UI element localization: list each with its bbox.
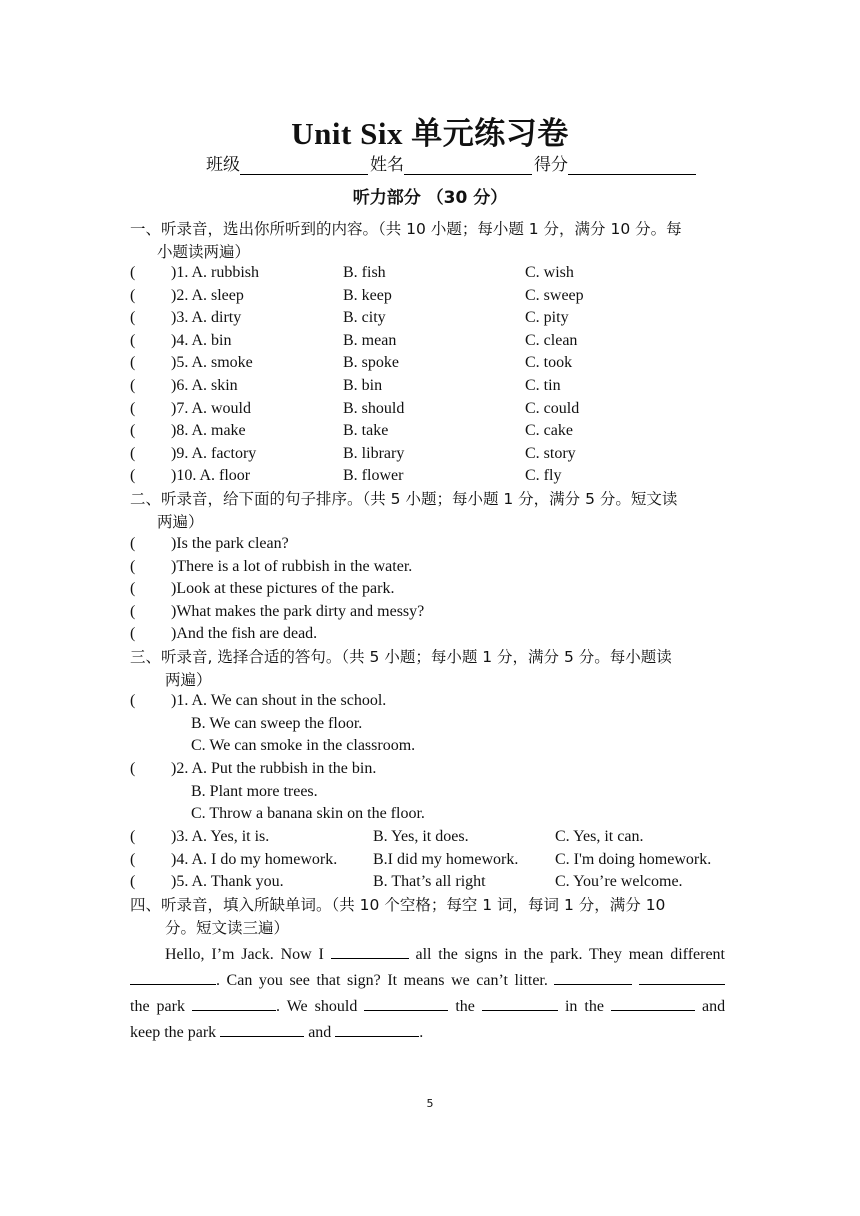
sentence: )And the fish are dead.: [171, 625, 318, 643]
answer-bracket[interactable]: (: [130, 557, 136, 575]
option-b: B. flower: [343, 467, 404, 485]
option-c: C. You’re welcome.: [555, 873, 683, 891]
class-label: 班级: [206, 155, 240, 175]
blank-8[interactable]: [611, 994, 695, 1011]
option-b: B. We can sweep the floor.: [191, 714, 363, 732]
blank-5[interactable]: [192, 994, 276, 1011]
answer-bracket[interactable]: (: [130, 760, 136, 777]
blank-4[interactable]: [639, 968, 725, 985]
option-b: B. library: [343, 444, 405, 462]
answer-bracket[interactable]: (: [130, 309, 136, 327]
blank-2[interactable]: [130, 968, 216, 985]
option-b: B. bin: [343, 377, 383, 394]
answer-bracket[interactable]: (: [130, 399, 136, 417]
option-b: B. keep: [343, 286, 392, 304]
student-info-line: [206, 150, 698, 175]
blank-9[interactable]: [220, 1020, 304, 1037]
blank-6[interactable]: [364, 994, 448, 1011]
option-c: C. took: [525, 354, 573, 372]
option-b: B. fish: [343, 264, 386, 281]
option-a: )10. A. floor: [171, 467, 251, 485]
part1-heading: 一、听录音，选出你所听到的内容。（共 10 小题；每小题 1 分，满分 10 分。每 小题读两遍）: [130, 220, 682, 261]
option-b: B. That’s all right: [373, 873, 486, 891]
option-c: C. pity: [525, 309, 569, 327]
answer-bracket[interactable]: (: [130, 580, 136, 598]
blank-10[interactable]: [335, 1020, 419, 1037]
option-a: )6. A. skin: [171, 377, 238, 394]
class-field[interactable]: [240, 156, 368, 175]
part2-heading: 二、听录音，给下面的句子排序。（共 5 小题；每小题 1 分，满分 5 分。短文读 两遍）: [130, 490, 678, 531]
name-label: 姓名: [370, 155, 404, 175]
answer-bracket[interactable]: (: [130, 444, 136, 462]
sentence: )What makes the park dirty and messy?: [171, 602, 425, 620]
answer-bracket[interactable]: (: [130, 467, 136, 485]
option-c: C. could: [525, 399, 580, 417]
cloze-passage: Hello, I’m Jack. Now I all the signs in the park. They mean different . Can you see that sign? It means we can’t litter. the park . We should the in the and keep the park and .: [130, 942, 725, 1046]
part3-heading: 三、听录音, 选择合适的答句。（共 5 小题；每小题 1 分，满分 5 分。每小题读 两遍）: [130, 648, 672, 689]
option-c: C. clean: [525, 331, 578, 349]
option-c: C. We can smoke in the classroom.: [191, 737, 416, 755]
blank-3[interactable]: [554, 968, 632, 985]
option-c: C. Yes, it can.: [555, 828, 644, 845]
answer-bracket[interactable]: (: [130, 331, 136, 349]
option-c: C. Throw a banana skin on the floor.: [191, 805, 425, 823]
option-c: C. I'm doing homework.: [555, 850, 712, 868]
option-a: )1. A. rubbish: [171, 264, 259, 281]
score-label: 得分: [534, 155, 568, 175]
sentence: )There is a lot of rubbish in the water.: [171, 557, 413, 575]
option-b: B. Yes, it does.: [373, 828, 469, 845]
blank-1[interactable]: [331, 942, 409, 959]
option-b: B. mean: [343, 331, 397, 349]
option-a: )2. A. Put the rubbish in the bin.: [171, 760, 377, 777]
answer-bracket[interactable]: (: [130, 422, 136, 440]
option-b: B. should: [343, 399, 405, 417]
answer-bracket[interactable]: (: [130, 873, 136, 891]
option-c: C. sweep: [525, 286, 584, 304]
answer-bracket[interactable]: (: [130, 850, 136, 868]
option-a: )2. A. sleep: [171, 286, 244, 304]
option-a: )4. A. bin: [171, 331, 232, 349]
answer-bracket[interactable]: (: [130, 286, 136, 304]
blank-7[interactable]: [482, 994, 558, 1011]
option-b: B. spoke: [343, 354, 399, 372]
option-c: C. fly: [525, 467, 562, 485]
option-c: C. story: [525, 444, 576, 462]
sentence: )Look at these pictures of the park.: [171, 580, 395, 598]
page-title: Unit Six 单元练习卷: [291, 116, 569, 151]
option-b: B.I did my homework.: [373, 850, 519, 868]
option-a: )1. A. We can shout in the school.: [171, 692, 387, 709]
option-a: )4. A. I do my homework.: [171, 850, 338, 868]
name-field[interactable]: [404, 156, 532, 175]
option-a: )8. A. make: [171, 422, 246, 440]
option-a: )9. A. factory: [171, 444, 257, 462]
answer-bracket[interactable]: (: [130, 535, 136, 552]
section-subtitle: 听力部分 （30 分）: [352, 188, 508, 208]
answer-bracket[interactable]: (: [130, 354, 136, 372]
option-a: )5. A. smoke: [171, 354, 253, 372]
option-a: )7. A. would: [171, 399, 251, 417]
option-a: )3. A. dirty: [171, 309, 242, 327]
option-b: B. city: [343, 309, 386, 327]
score-field[interactable]: [568, 156, 696, 175]
option-b: B. Plant more trees.: [191, 782, 318, 800]
option-a: )3. A. Yes, it is.: [171, 828, 270, 845]
sentence: )Is the park clean?: [171, 535, 289, 552]
option-c: C. cake: [525, 422, 573, 440]
option-b: B. take: [343, 422, 389, 440]
answer-bracket[interactable]: (: [130, 828, 136, 845]
answer-bracket[interactable]: (: [130, 692, 136, 709]
answer-bracket[interactable]: (: [130, 602, 136, 620]
answer-bracket[interactable]: (: [130, 377, 136, 394]
option-a: )5. A. Thank you.: [171, 873, 284, 891]
option-c: C. wish: [525, 264, 574, 281]
answer-bracket[interactable]: (: [130, 264, 136, 281]
answer-bracket[interactable]: (: [130, 625, 136, 643]
page-number: 5: [426, 1097, 434, 1110]
option-c: C. tin: [525, 377, 561, 394]
part4-heading: 四、听录音，填入所缺单词。（共 10 个空格；每空 1 词，每词 1 分，满分 10 分。短文读三遍）: [130, 896, 666, 937]
